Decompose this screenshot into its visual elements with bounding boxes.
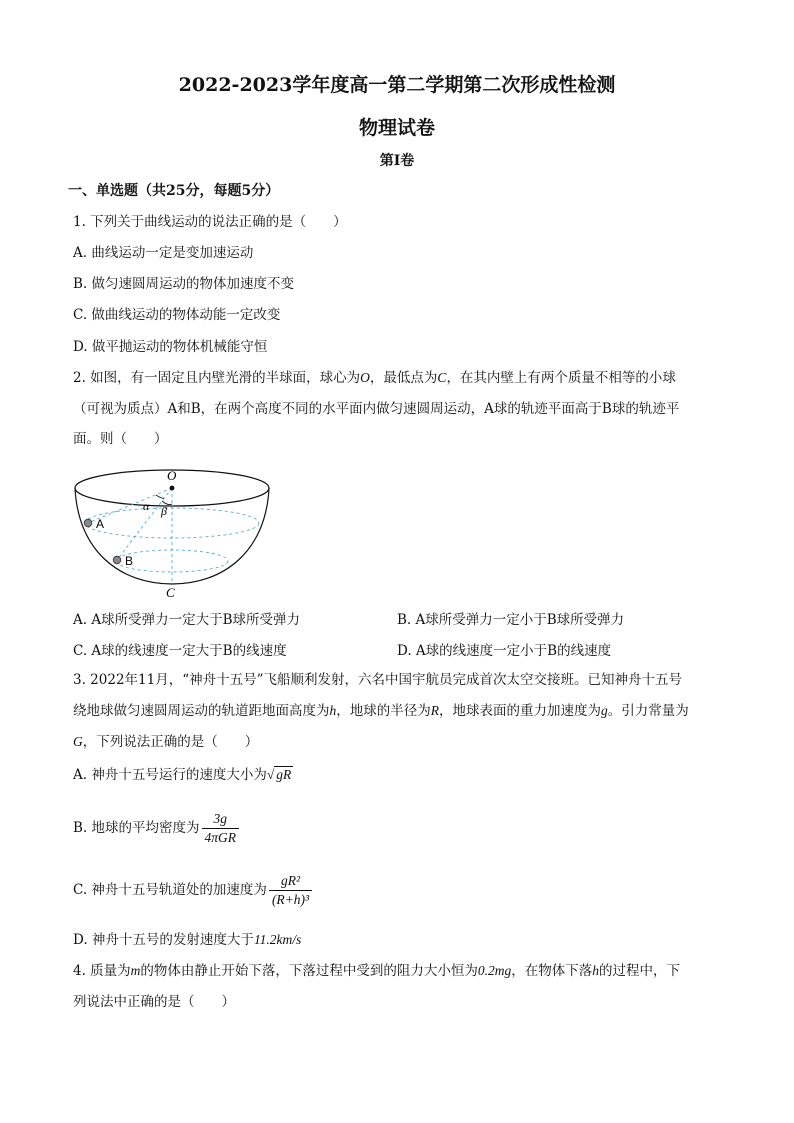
q3-stem-line2: 绕地球做匀速圆周运动的轨道距地面高度为h，地球的半径为R，地球表面的重力加速度为g。引力常量为: [73, 703, 689, 719]
q1-stem: 1. 下列关于曲线运动的说法正确的是（ ）: [73, 214, 347, 230]
q3-option-c: C. 神舟十五号轨道处的加速度为 $\frac{\text{gR²}}{\text{(R+h)³}}$: [73, 872, 314, 909]
ball-a: [84, 519, 92, 527]
q1-option-d: D. 做平抛运动的物体机械能守恒: [73, 339, 268, 355]
q2-option-b: B. A球所受弹力一定小于B球所受弹力: [397, 612, 625, 628]
section-heading: 一、单选题（共25分，每题5分）: [68, 183, 280, 199]
label-b: B: [125, 554, 134, 568]
q4-stem-line1: 4. 质量为m的物体由静止开始下落，下落过程中受到的阻力大小恒为0.2mg，在物体下落h的过程中，下: [73, 963, 681, 979]
q1-option-a: A. 曲线运动一定是变加速运动: [73, 245, 254, 261]
q2-option-d: D. A球的线速度一定小于B的线速度: [397, 643, 612, 659]
exam-volume: 第I卷: [379, 153, 415, 169]
ball-b: [113, 556, 121, 564]
q3-option-d: D. 神舟十五号的发射速度大于11.2km/s: [73, 932, 302, 948]
hemisphere-figure: [70, 466, 280, 600]
q2-stem-line1: 2. 如图，有一固定且内壁光滑的半球面，球心为O，最低点为C，在其内壁上有两个质量不相等的小球: [73, 370, 676, 386]
q3-option-b: B. 地球的平均密度为 $\frac{3g}{\text{4πGR}}$: [73, 810, 241, 847]
label-beta: β: [161, 504, 167, 518]
q2-stem-line3: 面。则（ ）: [73, 431, 168, 447]
label-a: A: [96, 517, 105, 531]
center-point-o: [170, 486, 175, 491]
q2-option-c: C. A球的线速度一定大于B的线速度: [73, 643, 287, 659]
q3-stem-line3: G，下列说法正确的是（ ）: [73, 734, 259, 750]
q1-option-c: C. 做曲线运动的物体动能一定改变: [73, 307, 281, 323]
label-c: C: [166, 585, 175, 600]
q2-option-a: A. A球所受弹力一定大于B球所受弹力: [73, 612, 301, 628]
q3-stem-line1: 3. 2022年11月，“神舟十五号”飞船顺利发射，六名中国宇航员完成首次太空交接班。已知神舟十五号: [73, 672, 683, 688]
q1-option-b: B. 做匀速圆周运动的物体加速度不变: [73, 276, 295, 292]
label-o: O: [167, 468, 177, 483]
q4-stem-line2: 列说法中正确的是（ ）: [73, 994, 235, 1010]
exam-subject: 物理试卷: [358, 117, 435, 139]
exam-title: 2022-2023学年度高一第二学期第二次形成性检测: [178, 74, 616, 96]
q3-option-a: A. 神舟十五号运行的速度大小为√ gR: [73, 767, 292, 783]
label-alpha: α: [143, 499, 150, 513]
q2-stem-line2: （可视为质点）A和B，在两个高度不同的水平面内做匀速圆周运动，A球的轨迹平面高于B球的轨迹平: [73, 401, 680, 417]
